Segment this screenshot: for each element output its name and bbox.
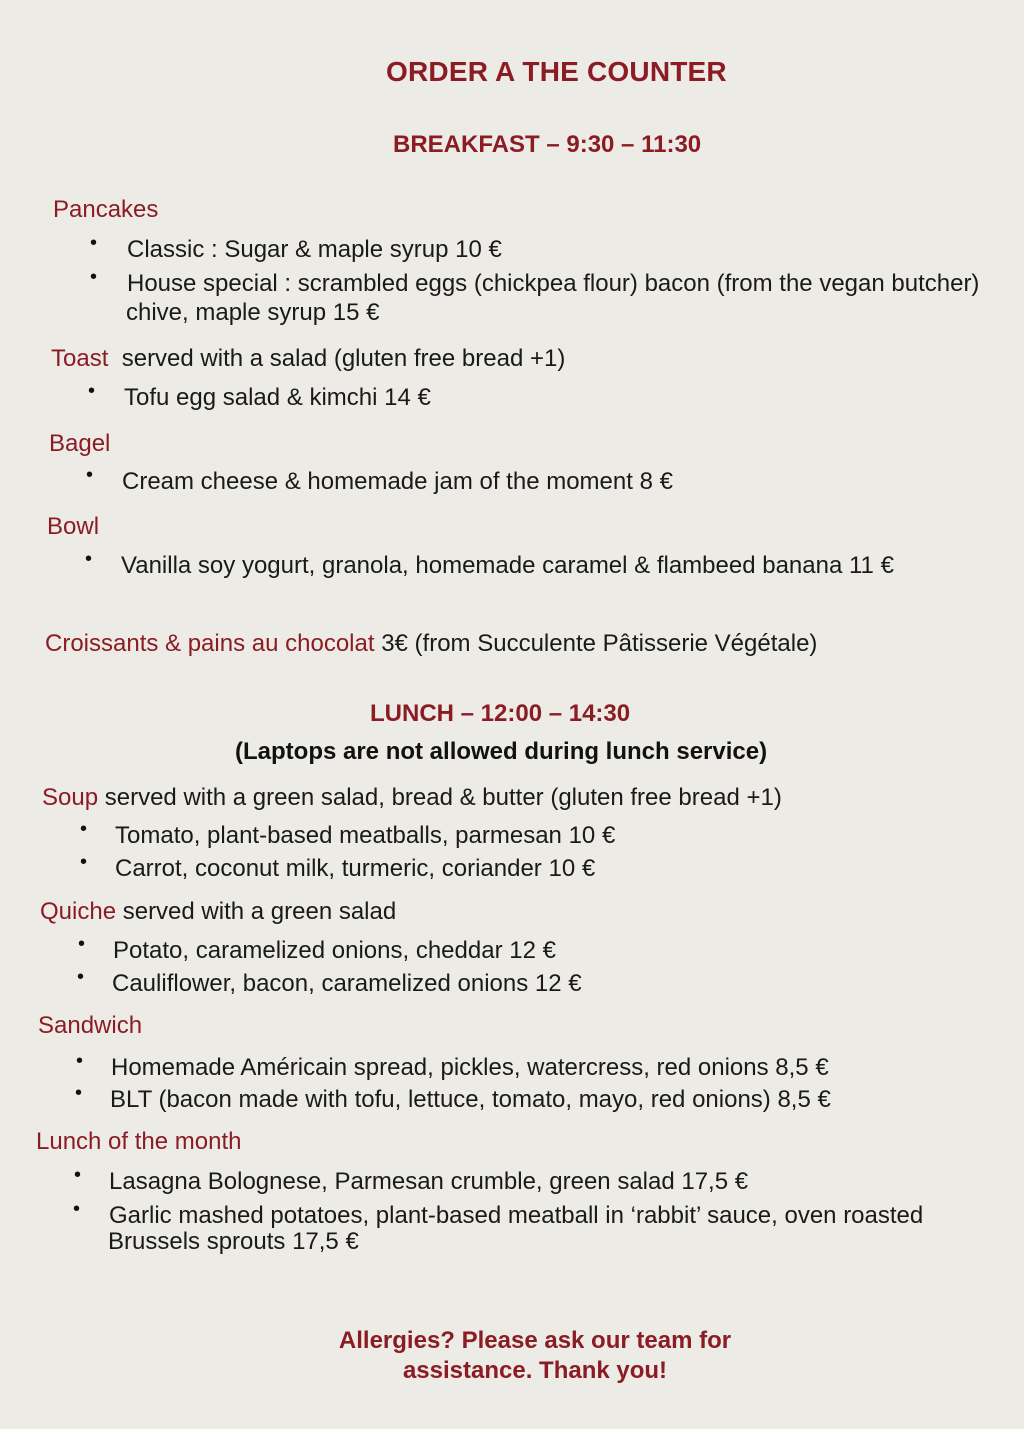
bagel-name: Bagel [49, 430, 111, 457]
bowl-name: Bowl [47, 513, 100, 540]
soup-description: served with a green salad, bread & butter (gluten free bread +1) [104, 784, 782, 811]
toast-name: Toast [51, 345, 109, 372]
pancakes-category [53, 196, 158, 224]
bullet-icon: • [77, 966, 85, 988]
laptop-note: (Laptops are not allowed during lunch service) [235, 738, 768, 765]
breakfast-heading: BREAKFAST – 9:30 – 11:30 [393, 131, 702, 158]
bagel-category [49, 430, 110, 458]
bullet-icon: • [78, 933, 86, 955]
bullet-icon: • [88, 380, 96, 402]
bullet-icon: • [74, 1164, 82, 1186]
month-name: Lunch of the month [36, 1128, 242, 1155]
pancakes-name: Pancakes [53, 196, 159, 223]
month-item-continued: Brussels sprouts 17,5 € [108, 1228, 359, 1255]
sandwich-name: Sandwich [38, 1012, 143, 1039]
bullet-icon: • [76, 1050, 84, 1072]
soup-item: Tomato, plant-based meatballs, parmesan 10 € [115, 822, 616, 849]
toast-description: served with a salad (gluten free bread +1) [121, 345, 566, 372]
bowl-category [47, 513, 99, 541]
pancakes-item: Classic : Sugar & maple syrup 10 € [127, 236, 502, 263]
month-item: Garlic mashed potatoes, plant-based meatball in ‘rabbit’ sauce, oven roasted [109, 1202, 924, 1229]
month-category [36, 1128, 241, 1156]
bowl-item: Vanilla soy yogurt, granola, homemade caramel & flambeed banana 11 € [121, 552, 894, 579]
soup-name: Soup [42, 784, 99, 811]
sandwich-item: Homemade Américain spread, pickles, watercress, red onions 8,5 € [111, 1054, 829, 1081]
pancakes-item: House special : scrambled eggs (chickpea flour) bacon (from the vegan butcher) [127, 270, 980, 297]
quiche-item: Cauliflower, bacon, caramelized onions 12 € [112, 970, 582, 997]
quiche-name: Quiche [40, 898, 117, 925]
soup-category [42, 784, 782, 812]
quiche-item: Potato, caramelized onions, cheddar 12 € [113, 937, 556, 964]
allergies-note [320, 1326, 750, 1386]
quiche-description: served with a green salad [122, 898, 397, 925]
bullet-icon: • [85, 548, 93, 570]
bullet-icon: • [80, 818, 88, 840]
bullet-icon: • [90, 266, 98, 288]
croissants-name: Croissants & pains au chocolat [45, 630, 375, 657]
croissants-category [45, 630, 817, 658]
bullet-icon: • [90, 232, 98, 254]
month-item: Lasagna Bolognese, Parmesan crumble, green salad 17,5 € [109, 1168, 749, 1195]
bagel-item: Cream cheese & homemade jam of the moment 8 € [122, 468, 673, 495]
allergies-line: assistance. Thank you! [402, 1357, 668, 1384]
bullet-icon: • [75, 1082, 83, 1104]
croissants-description: 3€ (from Succulente Pâtisserie Végétale) [381, 630, 818, 657]
quiche-category [40, 898, 396, 926]
toast-category [51, 345, 565, 373]
pancakes-item-continued: chive, maple syrup 15 € [126, 299, 380, 326]
menu-title: ORDER A THE COUNTER [386, 56, 727, 87]
bullet-icon: • [73, 1198, 81, 1220]
sandwich-item: BLT (bacon made with tofu, lettuce, tomato, mayo, red onions) 8,5 € [110, 1086, 831, 1113]
sandwich-category [38, 1012, 142, 1040]
bullet-icon: • [86, 464, 94, 486]
soup-item: Carrot, coconut milk, turmeric, coriander 10 € [115, 855, 596, 882]
allergies-line: Allergies? Please ask our team for [338, 1327, 732, 1354]
lunch-heading: LUNCH – 12:00 – 14:30 [370, 700, 631, 727]
toast-item: Tofu egg salad & kimchi 14 € [124, 384, 431, 411]
bullet-icon: • [80, 851, 88, 873]
